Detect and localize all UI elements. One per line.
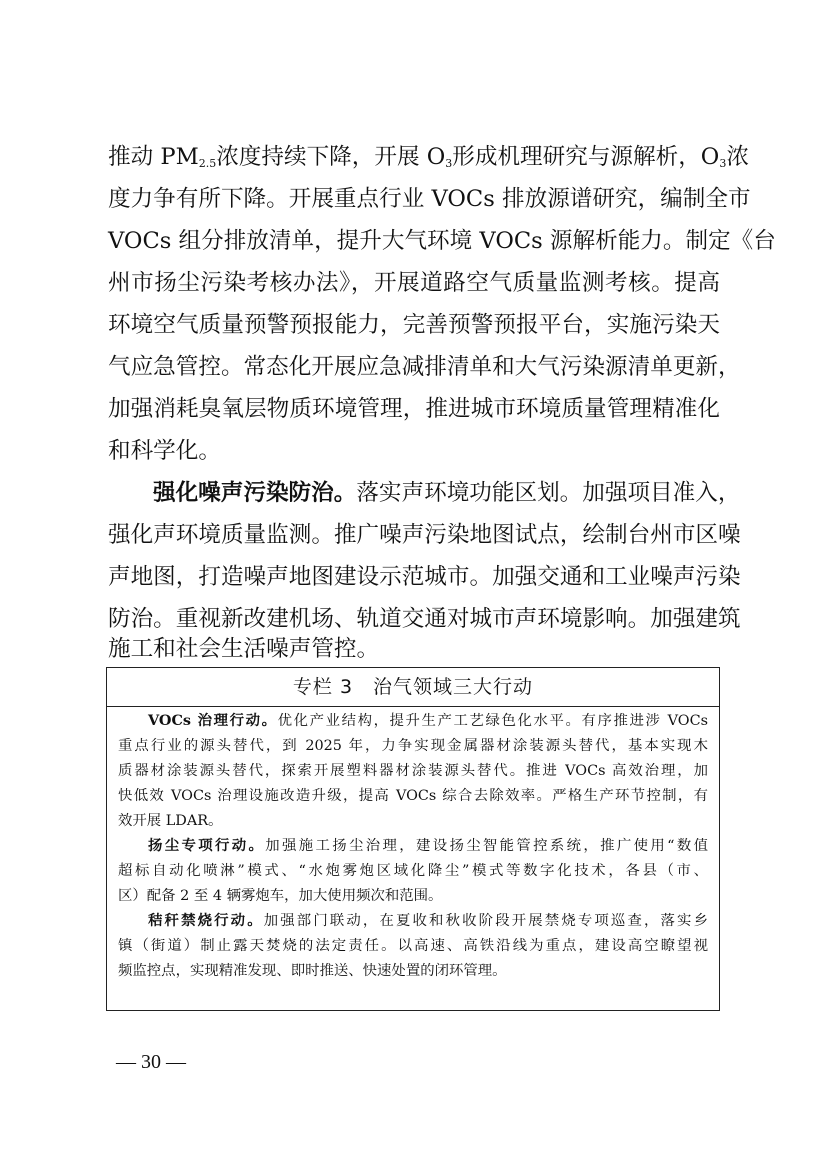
para1-line-1 [108, 140, 749, 174]
box-item2-line-2: 超标自动化喷淋”模式、“水炮雾炮区域化降尘”模式等数字化技术，各县（市、 [118, 863, 708, 879]
para1-line-7: 加强消耗臭氧层物质环境管理，推进城市环境质量管理精准化 [108, 396, 720, 422]
box-title: 专栏 3 治气领域三大行动 [107, 668, 719, 707]
para2-line-3: 声地图，打造噪声地图建设示范城市。加强交通和工业噪声污染 [108, 564, 741, 590]
para1-line-8: 和科学化。 [108, 438, 221, 464]
page-number: — 30 — [116, 1051, 186, 1073]
text: 加强部门联动，在夏收和秋收阶段开展禁烧专项巡查，落实乡 [263, 913, 708, 929]
para2-line-4: 防治。重视新改建机场、轨道交通对城市声环境影响。加强建筑 [108, 606, 741, 632]
para1-line-2: 度力争有所下降。开展重点行业 VOCs 排放源谱研究，编制全市 [108, 186, 751, 212]
para1-line-6: 气应急管控。常态化开展应急减排清单和大气污染源清单更新， [108, 354, 741, 380]
box-item1-line-4: 快低效 VOCs 治理设施改造升级，提高 VOCs 综合去除效率。严格生产环节控制，有 [118, 788, 708, 804]
box-item1-line-2: 重点行业的源头替代，到 2025 年，力争实现金属器材涂装源头替代，基本实现木 [118, 738, 708, 754]
para2-lead: 强化噪声污染防治。 [153, 480, 357, 506]
subscript: 2.5 [198, 157, 217, 170]
text: 浓度持续下降，开展 O [216, 144, 446, 170]
para2-line-2: 强化声环境质量监测。推广噪声污染地图试点，绘制台州市区噪 [108, 522, 741, 548]
text: 落实声环境功能区划。加强项目准入， [356, 480, 741, 506]
subscript: 3 [719, 157, 727, 170]
text: 推动 PM [108, 144, 199, 170]
box-item1-line-3: 质器材涂装源头替代，探索开展塑料器材涂装源头替代。推进 VOCs 高效治理，加 [118, 763, 708, 779]
box-item1-line-1 [148, 710, 708, 732]
box-item1-line-5: 效开展 LDAR。 [118, 813, 223, 829]
box-item3-lead: 秸秆禁烧行动。 [148, 912, 264, 929]
para1-line-3: VOCs 组分排放清单，提升大气环境 VOCs 源解析能力。制定《台 [108, 228, 776, 254]
para1-line-5: 环境空气质量预警预报能力，完善预警预报平台，实施污染天 [108, 312, 720, 338]
text: 浓 [726, 144, 749, 170]
box-item1-lead: VOCs 治理行动。 [148, 712, 278, 729]
box-item3-line-1 [148, 910, 708, 932]
box-item3-line-3: 频监控点，实现精准发现、即时推送、快速处置的闭环管理。 [118, 963, 507, 979]
subscript: 3 [445, 157, 453, 170]
column-box [106, 667, 720, 1011]
text: 形成机理研究与源解析，O [452, 144, 720, 170]
box-item3-line-2: 镇（街道）制止露天焚烧的法定责任。以高速、高铁沿线为重点，建设高空瞭望视 [118, 938, 708, 954]
para2-line-1 [153, 476, 741, 510]
text: 加强施工扬尘治理，建设扬尘智能管控系统，推广使用“数值 [265, 838, 708, 854]
para2-line-5: 施工和社会生活噪声管控。 [108, 636, 380, 662]
text: 优化产业结构，提升生产工艺绿色化水平。有序推进涉 VOCs [277, 713, 708, 729]
box-item2-line-3: 区）配备 2 至 4 辆雾炮车，加大使用频次和范围。 [118, 888, 443, 904]
box-item2-line-1 [148, 835, 708, 857]
box-item2-lead: 扬尘专项行动。 [148, 837, 266, 854]
para1-line-4: 州市扬尘污染考核办法》，开展道路空气质量监测考核。提高 [108, 270, 720, 296]
